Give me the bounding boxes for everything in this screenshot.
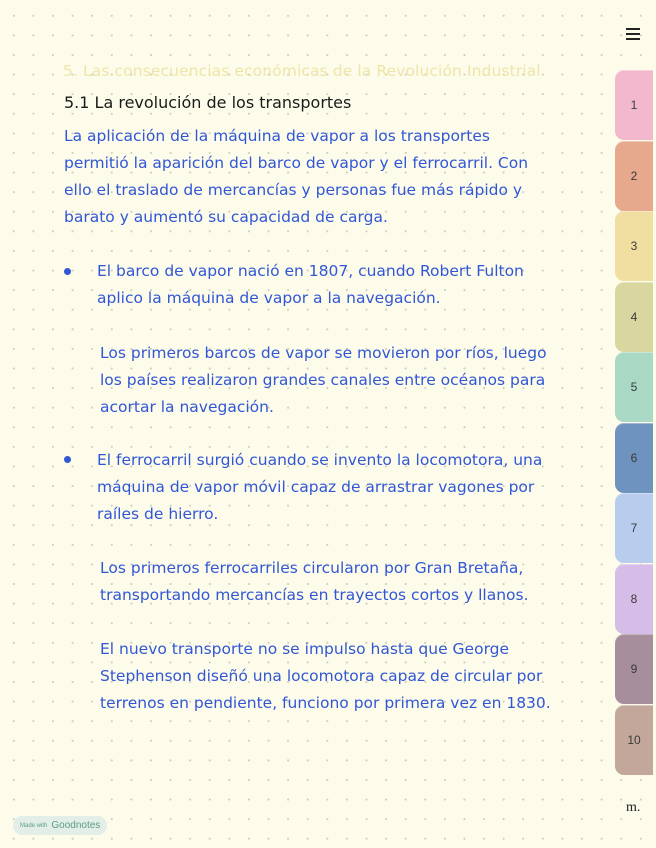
tab-4[interactable]: 4 [615,282,653,352]
tab-6[interactable]: 6 [615,423,653,493]
goodnotes-badge [13,816,107,835]
corner-label: m. [626,800,641,815]
subsection-heading: 5.1 La revolución de los transportes [64,93,352,112]
text-line: los países realizaron grandes canales entre océanos para [100,371,546,389]
bullet-dot [64,456,71,463]
tab-7[interactable]: 7 [615,493,653,563]
badge-brand: Goodnotes [51,820,101,831]
text-line: permitió la aparición del barco de vapor y el ferrocarril. Con [64,154,529,172]
tab-5[interactable]: 5 [615,352,653,422]
text-line: terrenos en pendiente, funciono por primera vez en 1830. [100,694,551,712]
tab-2[interactable]: 2 [615,141,653,211]
text-line: El ferrocarril surgió cuando se invento la locomotora, una [97,451,543,469]
tab-3[interactable]: 3 [615,211,653,281]
bullet-dot [64,268,71,275]
text-line: La aplicación de la máquina de vapor a los transportes [64,127,490,145]
tab-9[interactable]: 9 [615,634,653,704]
text-line: Los primeros ferrocarriles circularon por Gran Bretaña, [100,559,524,577]
tab-10[interactable]: 10 [615,705,653,775]
text-line: raíles de hierro. [97,505,219,523]
text-line: aplico la máquina de vapor a la navegación. [97,289,441,307]
text-line: Los primeros barcos de vapor se movieron por ríos, luego [100,344,547,362]
text-line: acortar la navegación. [100,398,274,416]
badge-prefix: Made with [20,822,48,829]
section-heading: 5. Las consecuencias económicas de la Revolución Industrial [63,62,541,80]
text-line: máquina de vapor móvil capaz de arrastrar vagones por [97,478,535,496]
tab-1[interactable]: 1 [615,70,653,140]
menu-icon[interactable] [626,28,640,43]
tab-8[interactable]: 8 [615,564,653,634]
text-line: El nuevo transporte no se impulso hasta que George [100,640,510,658]
text-line: barato y aumentó su capacidad de carga. [64,208,388,226]
section-tabs [615,70,653,775]
text-line: ello el traslado de mercancías y personas fue más rápido y [64,181,523,199]
text-line: Stephenson diseñó una locomotora capaz de circular por [100,667,543,685]
text-line: transportando mercancías en trayectos cortos y llanos. [100,586,529,604]
text-line: El barco de vapor nació en 1807, cuando Robert Fulton [97,262,524,280]
